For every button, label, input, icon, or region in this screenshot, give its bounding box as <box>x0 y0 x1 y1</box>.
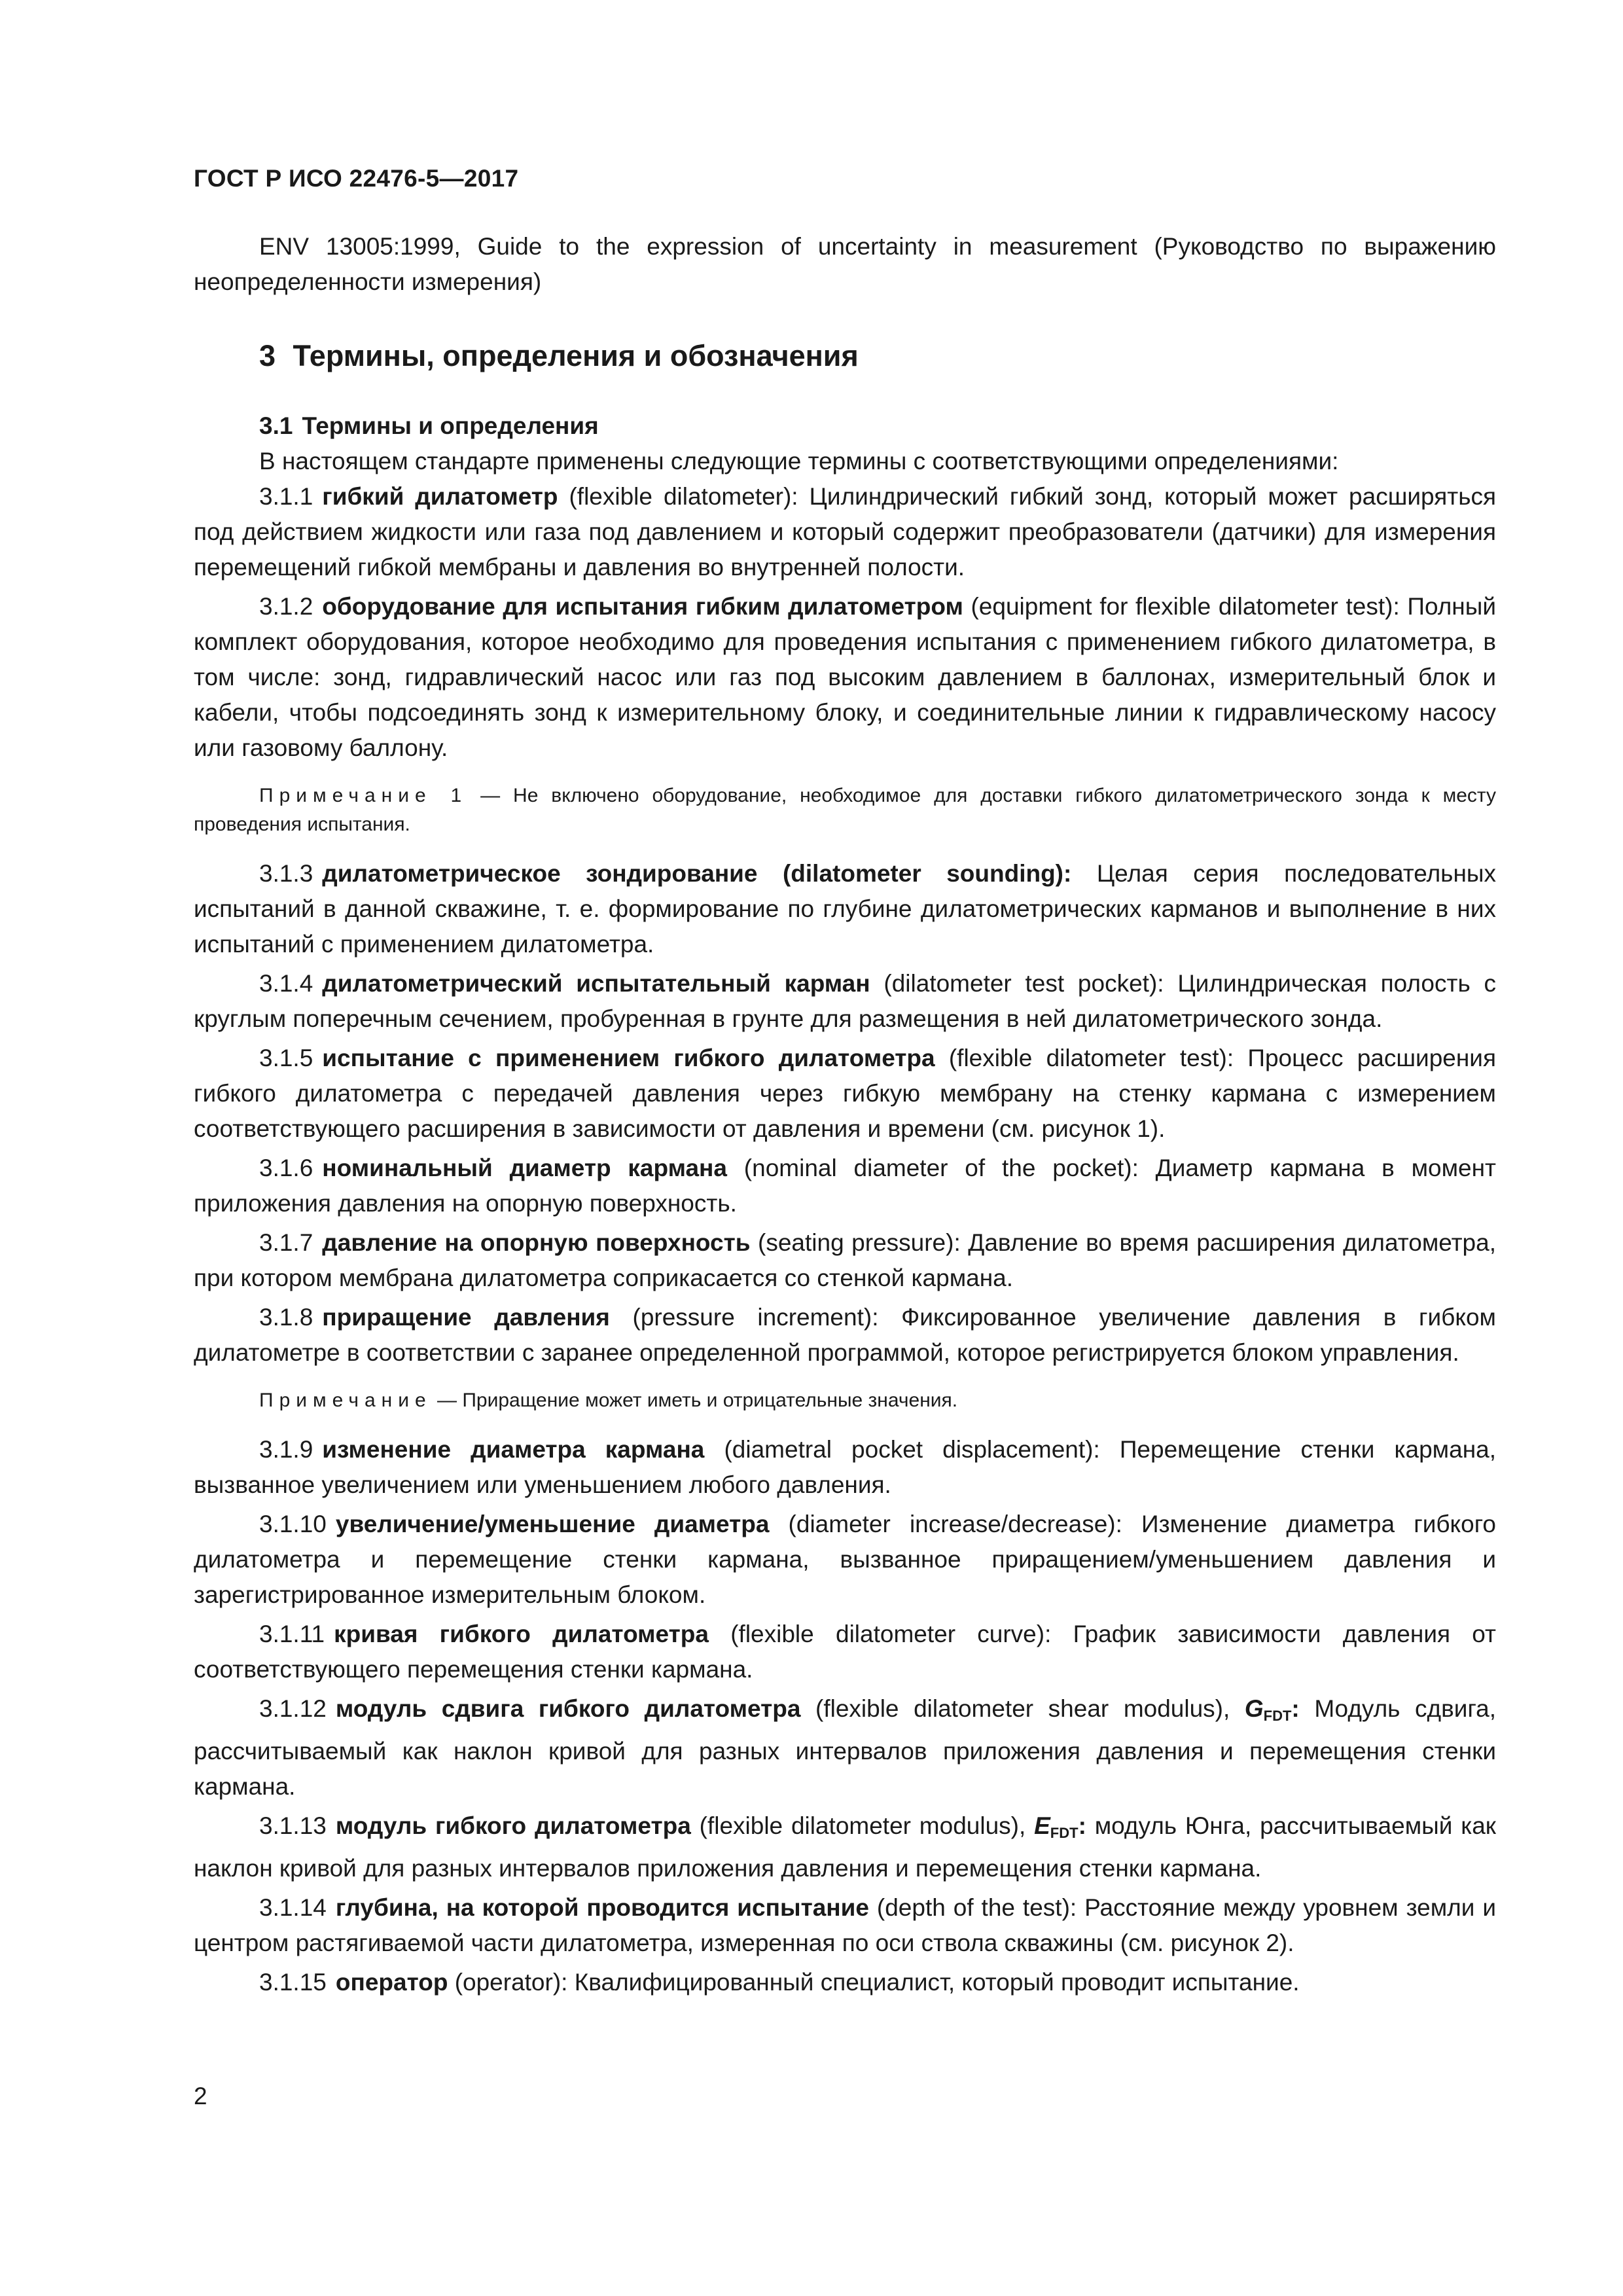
term-text: (diameter increase/decrease): Изменение диаметра гибкого дилатометра и перемещение стенки кармана, вызванное приращением/уменьшением давления и зарегистрированное измерительным блоком. <box>194 1511 1496 1608</box>
note <box>194 781 1496 839</box>
term-name: глубина, на которой проводится испытание <box>335 1894 869 1921</box>
term-text: (seating pressure): Давление во время расширения дилатометра, при котором мембрана дилатометра соприкасается со стенкой кармана. <box>194 1229 1496 1291</box>
term-number: 3.1.1 <box>259 483 313 510</box>
term-name: дилатометрическое зондирование (dilatometer sounding): <box>322 860 1072 887</box>
symbol-subscript: FDT <box>1050 1825 1079 1841</box>
term-number: 3.1.4 <box>259 970 313 997</box>
term-definition <box>194 589 1496 766</box>
term-definition <box>194 856 1496 962</box>
term-text: (dilatometer test pocket): Цилиндрическая полость с круглым поперечным сечением, пробуренная в грунте для размещения в ней дилатометрического зонда. <box>194 970 1496 1032</box>
term-name: дилатометрический испытательный карман <box>322 970 870 997</box>
term-number: 3.1.2 <box>259 593 313 620</box>
document-header: ГОСТ Р ИСО 22476-5—2017 <box>194 165 519 192</box>
term-number: 3.1.15 <box>259 1969 327 1996</box>
term-number: 3.1.6 <box>259 1155 313 1181</box>
term-name: увеличение/уменьшение диаметра <box>335 1511 770 1537</box>
term-number: 3.1.13 <box>259 1812 327 1839</box>
subsection-intro: В настоящем стандарте применены следующие термины с соответствующими определениями: <box>259 448 1339 475</box>
subsection-number: 3.1 <box>259 412 293 439</box>
term-name: испытание с применением гибкого дилатометра <box>322 1045 935 1071</box>
term-name: изменение диаметра кармана <box>322 1436 705 1463</box>
term-text: (nominal diameter of the pocket): Диаметр кармана в момент приложения давления на опорную поверхность. <box>194 1155 1497 1217</box>
note-text: — Приращение может иметь и отрицательные значения. <box>431 1390 958 1411</box>
page-number: 2 <box>194 2083 207 2109</box>
term-text: (flexible dilatometer modulus), <box>690 1812 1035 1839</box>
term-name: оборудование для испытания гибким дилатометром <box>322 593 963 620</box>
term-definition <box>194 479 1496 585</box>
term-number: 3.1.8 <box>259 1304 313 1331</box>
term-text: (pressure increment): Фиксированное увеличение давления в гибком дилатометре в соответствии с заранее определенной программой, которое регистрируется блоком управления. <box>194 1304 1496 1366</box>
term-definition <box>194 1225 1496 1296</box>
subsection-heading <box>194 408 1496 444</box>
term-definition <box>194 1041 1496 1147</box>
term-name: кривая гибкого дилатометра <box>334 1621 709 1647</box>
note-label: Примечание 1 <box>259 785 468 806</box>
symbol: G <box>1244 1695 1264 1722</box>
section-heading <box>194 336 1496 376</box>
term-text: Целая серия последовательных испытаний в данной скважине, т. е. формирование по глубине дилатометрических карманов и выполнение в них испытаний с применением дилатометра. <box>194 860 1496 958</box>
term-definition <box>194 966 1496 1037</box>
term-name: модуль гибкого дилатометра <box>335 1812 691 1839</box>
term-definition <box>194 1151 1496 1221</box>
term-name: номинальный диаметр кармана <box>322 1155 727 1181</box>
term-number: 3.1.5 <box>259 1045 313 1071</box>
term-name: оператор <box>335 1969 448 1996</box>
term-text: Модуль сдвига, рассчитываемый как наклон кривой для разных интервалов приложения давления и перемещения стенки кармана. <box>194 1695 1496 1800</box>
note-label: Примечание <box>259 1390 432 1411</box>
term-definition <box>194 1808 1496 1886</box>
term-definition <box>194 1965 1496 2000</box>
term-definition <box>194 1507 1496 1613</box>
term-text: модуль Юнга, рассчитываемый как наклон кривой для разных интервалов приложения давления и перемещения стенки кармана. <box>194 1812 1496 1882</box>
subsection-title: Термины и определения <box>302 412 599 439</box>
term-name: приращение давления <box>322 1304 610 1331</box>
page-content <box>194 229 1496 2000</box>
term-text: (flexible dilatometer): Цилиндрический гибкий зонд, который может расширяться под действием жидкости или газа под давлением и который содержит преобразователи (датчики) для измерения перемещений гибкой мембраны и давления во внутренней полости. <box>194 483 1497 581</box>
section-number: 3 <box>259 339 276 372</box>
term-number: 3.1.11 <box>259 1621 325 1647</box>
term-number: 3.1.12 <box>259 1695 327 1722</box>
term-number: 3.1.14 <box>259 1894 327 1921</box>
term-name: гибкий дилатометр <box>322 483 558 510</box>
term-definition <box>194 1691 1496 1804</box>
term-definition <box>194 1617 1496 1687</box>
term-definition <box>194 1890 1496 1961</box>
term-text: (flexible dilatometer curve): График зависимости давления от соответствующего перемещения стенки кармана. <box>194 1621 1497 1683</box>
term-text: (diametral pocket displacement): Перемещение стенки кармана, вызванное увеличением или уменьшением любого давления. <box>194 1436 1496 1498</box>
section-title: Термины, определения и обозначения <box>293 339 859 372</box>
term-text: (flexible dilatometer shear modulus), <box>800 1695 1245 1722</box>
note-text: — Не включено оборудование, необходимое для доставки гибкого дилатометрического зонда к месту проведения испытания. <box>194 785 1496 835</box>
term-number: 3.1.3 <box>259 860 313 887</box>
note <box>194 1386 1496 1415</box>
reference-entry: ENV 13005:1999, Guide to the expression of uncertainty in measurement (Руководство по выражению неопределенности измерения) <box>194 233 1496 295</box>
term-text: (flexible dilatometer test): Процесс расширения гибкого дилатометра с передачей давления через гибкую мембрану на стенку кармана с измерением соответствующего расширения в зависимости от давления и времени (см. рисунок 1). <box>194 1045 1496 1142</box>
symbol: E <box>1034 1812 1050 1839</box>
symbol-colon: : <box>1291 1695 1300 1722</box>
term-definition <box>194 1300 1496 1371</box>
term-text: (operator): Квалифицированный специалист, который проводит испытание. <box>448 1969 1300 1996</box>
term-number: 3.1.7 <box>259 1229 313 1256</box>
term-text: (depth of the test): Расстояние между уровнем земли и центром растягиваемой части дилатометра, измеренная по оси ствола скважины (см. рисунок 2). <box>194 1894 1496 1956</box>
term-name: модуль сдвига гибкого дилатометра <box>335 1695 801 1722</box>
symbol-subscript: FDT <box>1263 1708 1292 1724</box>
symbol-colon: : <box>1078 1812 1086 1839</box>
term-number: 3.1.10 <box>259 1511 327 1537</box>
term-definition <box>194 1432 1496 1503</box>
term-text: (equipment for flexible dilatometer test): Полный комплект оборудования, которое необходимо для проведения испытания с применением гибкого дилатометра, в том числе: зонд, гидравлический насос или газ под высоким давлением в баллонах, измерительный блок и кабели, чтобы подсоединять зонд к измерительному блоку, и соединительные линии к гидравлическому насосу или газовому баллону. <box>194 593 1496 761</box>
term-number: 3.1.9 <box>259 1436 313 1463</box>
term-name: давление на опорную поверхность <box>322 1229 751 1256</box>
